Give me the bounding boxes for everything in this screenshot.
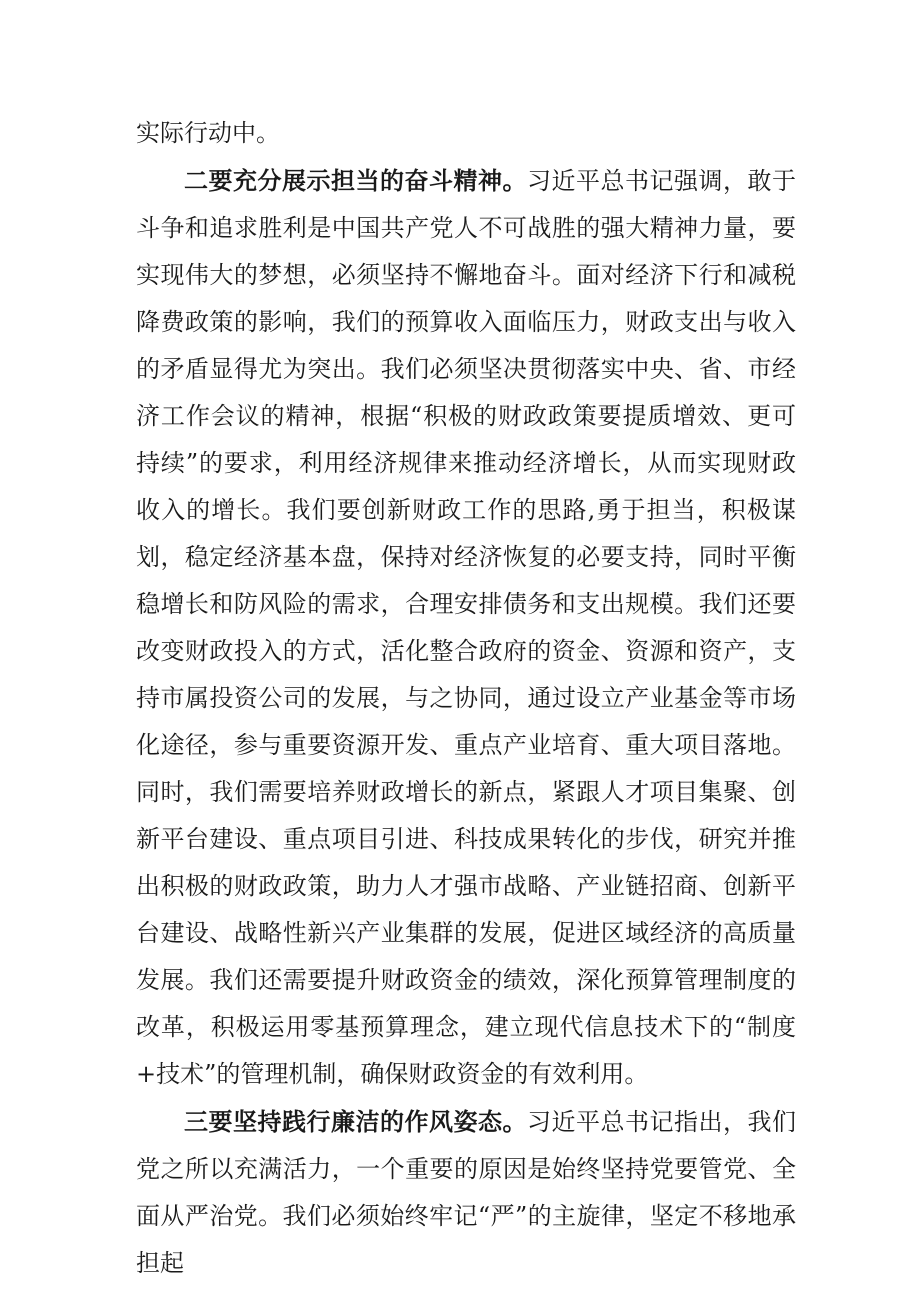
paragraph-text: 习近平总书记指出，我们党之所以充满活力，一个重要的原因是始终坚持党要管党、全面从严治党。我们必须始终牢记“严”的主旋律，坚定不移地承担起 [136, 1108, 796, 1277]
paragraph-text: 实际行动中。 [136, 119, 280, 147]
paragraph-third-point [136, 1098, 796, 1287]
paragraph-second-point [136, 157, 796, 1098]
paragraph-continuation [136, 110, 796, 157]
paragraph-heading: 二要充分展示担当的奋斗精神。 [184, 166, 527, 195]
document-body [136, 110, 796, 1287]
paragraph-text: 习近平总书记强调，敢于斗争和追求胜利是中国共产党人不可战胜的强大精神力量，要实现伟大的梦想，必须坚持不懈地奋斗。面对经济下行和减税降费政策的影响，我们的预算收入面临压力，财政支出与收入的矛盾显得尤为突出。我们必须坚决贯彻落实中央、省、市经济工作会议的精神，根据“积极的财政政策要提质增效、更可持续”的要求，利用经济规律来推动经济增长，从而实现财政收入的增长。我们要创新财政工作的思路,勇于担当，积极谋划，稳定经济基本盘，保持对经济恢复的必要支持，同时平衡稳增长和防风险的需求，合理安排债务和支出规模。我们还要改变财政投入的方式，活化整合政府的资金、资源和资产，支持市属投资公司的发展，与之协同，通过设立产业基金等市场化途径，参与重要资源开发、重点产业培育、重大项目落地。同时，我们需要培养财政增长的新点，紧跟人才项目集聚、创新平台建设、重点项目引进、科技成果转化的步伐，研究并推出积极的财政政策，助力人才强市战略、产业链招商、创新平台建设、战略性新兴产业集群的发展，促进区域经济的高质量发展。我们还需要提升财政资金的绩效，深化预算管理制度的改革，积极运用零基预算理念，建立现代信息技术下的“制度+技术”的管理机制，确保财政资金的有效利用。 [136, 167, 796, 1088]
paragraph-heading: 三要坚持践行廉洁的作风姿态。 [184, 1107, 527, 1136]
